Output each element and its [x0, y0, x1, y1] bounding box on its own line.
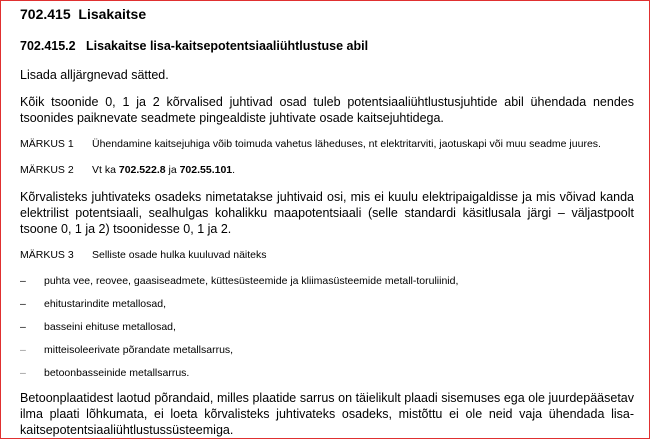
note-2-ref-1: 702.522.8	[118, 164, 166, 176]
note-2-label: MÄRKUS 2	[20, 164, 74, 176]
note-1	[20, 137, 634, 151]
note-3-label: MÄRKUS 3	[20, 249, 74, 261]
list-item-text: betoonbasseinide metallsarrus.	[44, 367, 190, 379]
list-item-text: mitteisoleerivate põrandate metallsarrus,	[44, 344, 234, 356]
note-2-prefix: Vt ka	[92, 164, 119, 176]
note-2-suffix: .	[232, 164, 236, 176]
intro-paragraph: Lisada alljärgnevad sätted.	[20, 68, 169, 82]
subsection-title: Lisakaitse lisa-kaitsepotentsiaaliühtlustuse abil	[86, 39, 369, 53]
note-2-middle: ja	[165, 164, 180, 176]
list-item	[20, 320, 634, 334]
list-dash: –	[20, 321, 26, 333]
section-title: Lisakaitse	[78, 6, 147, 22]
document-content	[20, 5, 634, 438]
paragraph-1: Kõik tsoonide 0, 1 ja 2 kõrvalised juhtivad osad tuleb potentsiaaliühtlustusjuhtide abil ühendada nendes tsoonides paiknevate seadmete pingealdiste juhtivate osade kaitsejuhtidega.	[20, 95, 634, 125]
list-item	[20, 297, 634, 311]
list-item-text: basseini ehituse metallosad,	[44, 321, 176, 333]
section-heading	[20, 5, 634, 23]
list-dash: –	[20, 275, 26, 287]
subsection-heading	[20, 38, 634, 54]
subsection-number: 702.415.2	[20, 39, 76, 53]
section-number: 702.415	[20, 6, 71, 22]
list-dash: –	[20, 344, 26, 356]
note-2	[20, 163, 634, 177]
examples-list	[20, 274, 634, 380]
list-dash: –	[20, 367, 26, 379]
note-2-text	[92, 163, 634, 177]
paragraph-2: Kõrvalisteks juhtivateks osadeks nimetatakse juhtivaid osi, mis ei kuulu elektripaigaldisse ja mis võivad kanda elektrilist potentsiaali, sealhulgas kohalikku maapotentsiaali (selle standardi käsitlusala järgi – väljastpoolt tsoone 0, 1 ja 2) tsoonidesse 0, 1 ja 2.	[20, 190, 634, 236]
list-item-text: ehitustarindite metallosad,	[44, 298, 166, 310]
list-item	[20, 366, 634, 380]
paragraph-3: Betoonplaatidest laotud põrandaid, milles plaatide sarrus on täielikult plaadi sisemuses ega ole juurdepääsetav ilma plaati lõhkumata, ei loeta kõrvalisteks juhtivateks osadeks, mistõttu ei ole neid vaja ühendada lisa-kaitsepotentsiaaliühtlustussüsteemiga.	[20, 391, 634, 437]
list-item	[20, 274, 634, 288]
note-2-ref-2: 702.55.101	[179, 164, 233, 176]
list-dash: –	[20, 298, 26, 310]
note-1-text: Ühendamine kaitsejuhiga võib toimuda vahetus läheduses, nt elektritarviti, jaotuskapi või muu seadme juures.	[92, 138, 601, 150]
list-item	[20, 343, 634, 357]
list-item-text: puhta vee, reovee, gaasiseadmete, küttesüsteemide ja kliimasüsteemide metall-toruliinid,	[44, 275, 459, 287]
note-3	[20, 248, 634, 262]
note-1-label: MÄRKUS 1	[20, 138, 74, 150]
note-3-text: Selliste osade hulka kuuluvad näiteks	[92, 249, 267, 261]
